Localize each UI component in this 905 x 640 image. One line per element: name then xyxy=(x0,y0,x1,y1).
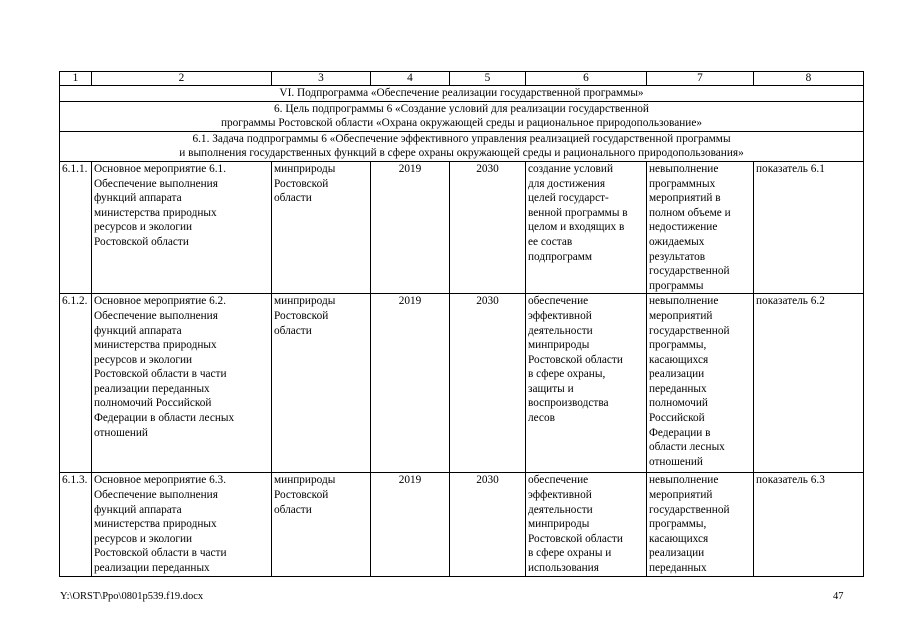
indicator: показатель 6.1 xyxy=(754,161,864,293)
consequences: невыполнение мероприятий государственной программы, касающихся реализации переданных полномочий Российской Федерации в области лесных отношений xyxy=(647,294,754,473)
column-number: 5 xyxy=(450,72,526,86)
footer-file-path: Y:\ORST\Ppo\0801p539.f19.docx xyxy=(60,591,204,602)
program-table xyxy=(59,71,864,577)
column-number: 6 xyxy=(526,72,647,86)
column-number: 7 xyxy=(647,72,754,86)
start-year: 2019 xyxy=(371,161,450,293)
row-number: 6.1.3. xyxy=(60,473,92,577)
indicator: показатель 6.3 xyxy=(754,473,864,577)
table-row xyxy=(60,161,864,293)
end-year: 2030 xyxy=(450,294,526,473)
footer-page-number: 47 xyxy=(833,591,844,602)
start-year: 2019 xyxy=(371,294,450,473)
event-name: Основное мероприятие 6.3. Обеспечение выполнения функций аппарата министерства природных ресурсов и экологии Ростовской области в части реализации переданных xyxy=(92,473,272,577)
column-number: 3 xyxy=(272,72,371,86)
goal-row xyxy=(60,101,864,131)
column-number: 8 xyxy=(754,72,864,86)
table-row xyxy=(60,473,864,577)
executor: минприроды Ростовской области xyxy=(272,294,371,473)
expected-result: создание условий для достижения целей государст- венной программы в целом и входящих в ее состав подпрограмм xyxy=(526,161,647,293)
column-number: 1 xyxy=(60,72,92,86)
end-year: 2030 xyxy=(450,473,526,577)
start-year: 2019 xyxy=(371,473,450,577)
end-year: 2030 xyxy=(450,161,526,293)
row-number: 6.1.2. xyxy=(60,294,92,473)
event-name: Основное мероприятие 6.2. Обеспечение выполнения функций аппарата министерства природных ресурсов и экологии Ростовской области в части реализации переданных полномочий Российской Федерации в области лесных отношений xyxy=(92,294,272,473)
table-row xyxy=(60,294,864,473)
column-number: 2 xyxy=(92,72,272,86)
consequences: невыполнение мероприятий государственной программы, касающихся реализации переданных xyxy=(647,473,754,577)
indicator: показатель 6.2 xyxy=(754,294,864,473)
subprogram-title: VI. Подпрограмма «Обеспечение реализации государственной программы» xyxy=(60,86,864,102)
column-number: 4 xyxy=(371,72,450,86)
consequences: невыполнение программных мероприятий в полном объеме и недостижение ожидаемых результатов государственной программы xyxy=(647,161,754,293)
task-text: 6.1. Задача подпрограммы 6 «Обеспечение эффективного управления реализацией государственной программы и выполнения государственных функций в сфере охраны окружающей среды и рационального природопользования» xyxy=(60,131,864,161)
subprogram-row xyxy=(60,86,864,102)
executor: минприроды Ростовской области xyxy=(272,161,371,293)
expected-result: обеспечение эффективной деятельности минприроды Ростовской области в сфере охраны, защиты и воспроизводства лесов xyxy=(526,294,647,473)
task-row xyxy=(60,131,864,161)
expected-result: обеспечение эффективной деятельности минприроды Ростовской области в сфере охраны и использования xyxy=(526,473,647,577)
row-number: 6.1.1. xyxy=(60,161,92,293)
goal-text: 6. Цель подпрограммы 6 «Создание условий для реализации государственной программы Ростовской области «Охрана окружающей среды и рациональное природопользование» xyxy=(60,101,864,131)
column-number-row xyxy=(60,72,864,86)
executor: минприроды Ростовской области xyxy=(272,473,371,577)
event-name: Основное мероприятие 6.1. Обеспечение выполнения функций аппарата министерства природных ресурсов и экологии Ростовской области xyxy=(92,161,272,293)
